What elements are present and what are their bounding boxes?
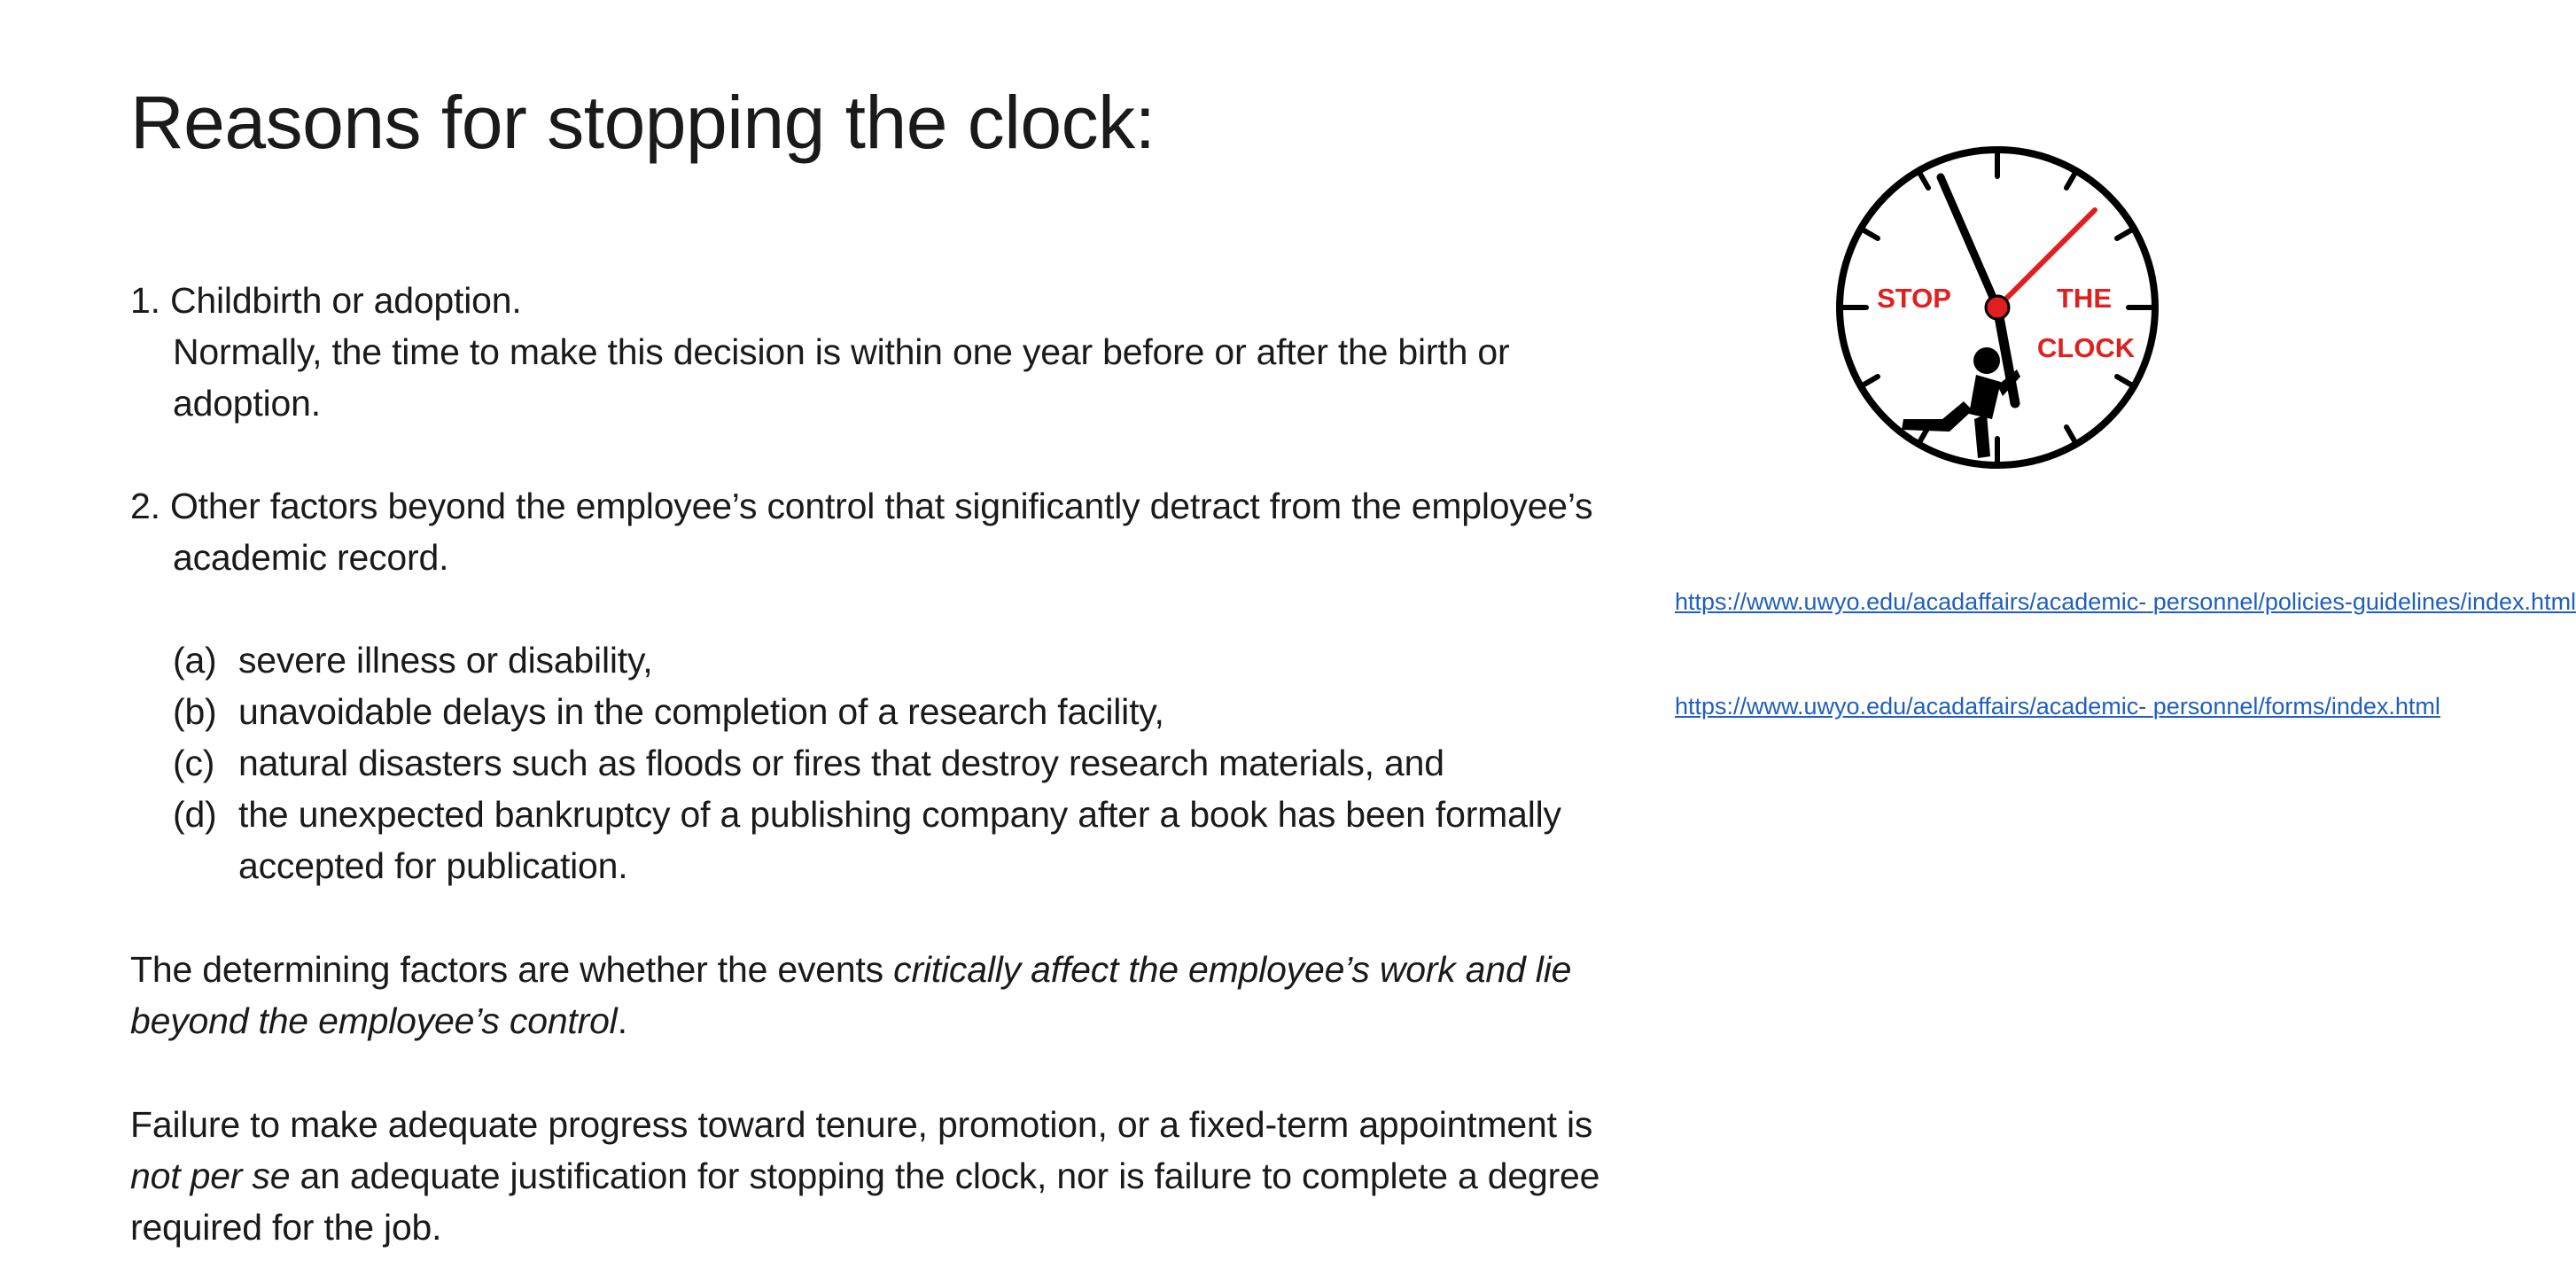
item1-detail-cont: adoption.	[173, 383, 321, 424]
list-item	[130, 737, 1778, 789]
item-childbirth	[130, 275, 1778, 429]
policy-link-block	[1675, 585, 2576, 619]
policies-guidelines-link[interactable]	[1675, 585, 2576, 619]
item1-heading: 1. Childbirth or adoption.	[130, 280, 522, 321]
failure-italic: not per se	[130, 1155, 291, 1196]
link-text: https://www.uwyo.edu/acadaffairs/academic-	[1675, 693, 2147, 720]
failure-line-1: Failure to make adequate progress toward tenure, promotion, or a fixed-term appointment is	[130, 1104, 1593, 1145]
failure-paragraph	[130, 1099, 1778, 1253]
list-item	[130, 789, 1778, 840]
determining-prefix: The determining factors are whether the events	[130, 949, 894, 990]
item2-heading: 2. Other factors beyond the employee’s control that significantly detract from the employee’s	[130, 486, 1593, 526]
the-label: THE	[2057, 283, 2112, 314]
item1-detail: Normally, the time to make this decision is within one year before or after the birth or	[173, 331, 1510, 372]
forms-link-block	[1675, 689, 2440, 724]
link-text: personnel/forms/index.html	[2152, 693, 2440, 720]
stop-the-clock-illustration	[1827, 137, 2168, 478]
slide-title: Reasons for stopping the clock:	[130, 81, 1156, 164]
sub-item-text: severe illness or disability,	[238, 640, 653, 681]
item-other-factors	[130, 480, 1778, 583]
clock-label: CLOCK	[2036, 332, 2136, 363]
sub-item-text-cont: accepted for publication.	[238, 845, 628, 886]
sub-item-list	[130, 634, 1778, 891]
determining-suffix: .	[617, 1000, 627, 1041]
sub-item-text: the unexpected bankruptcy of a publishing company after a book has been formally	[238, 794, 1561, 835]
link-text: https://www.uwyo.edu/acadaffairs/academic-	[1675, 588, 2147, 615]
sub-item-marker: (c)	[173, 743, 215, 783]
determining-factors-paragraph	[130, 944, 1778, 1046]
sub-item-marker: (a)	[173, 640, 217, 681]
sub-item-marker: (b)	[173, 691, 217, 732]
item2-heading-cont: academic record.	[173, 537, 449, 578]
sub-item-text: unavoidable delays in the completion of a research facility,	[238, 691, 1164, 732]
list-item	[130, 686, 1778, 737]
forms-link[interactable]	[1675, 689, 2440, 724]
link-text: personnel/policies-guidelines/index.html	[2152, 588, 2576, 615]
failure-line-3: required for the job.	[130, 1207, 442, 1248]
sub-item-text: natural disasters such as floods or fires that destroy research materials, and	[238, 743, 1444, 783]
determining-italic-1: critically affect the employee’s work and lie	[893, 949, 1572, 990]
failure-line-2: an adequate justification for stopping the clock, nor is failure to complete a degree	[290, 1155, 1600, 1196]
determining-italic-2: beyond the employee’s control	[130, 1000, 618, 1041]
clock-icon	[1827, 137, 2168, 478]
sub-item-marker: (d)	[173, 794, 217, 835]
list-item	[130, 634, 1778, 686]
stop-label: STOP	[1877, 283, 1951, 314]
